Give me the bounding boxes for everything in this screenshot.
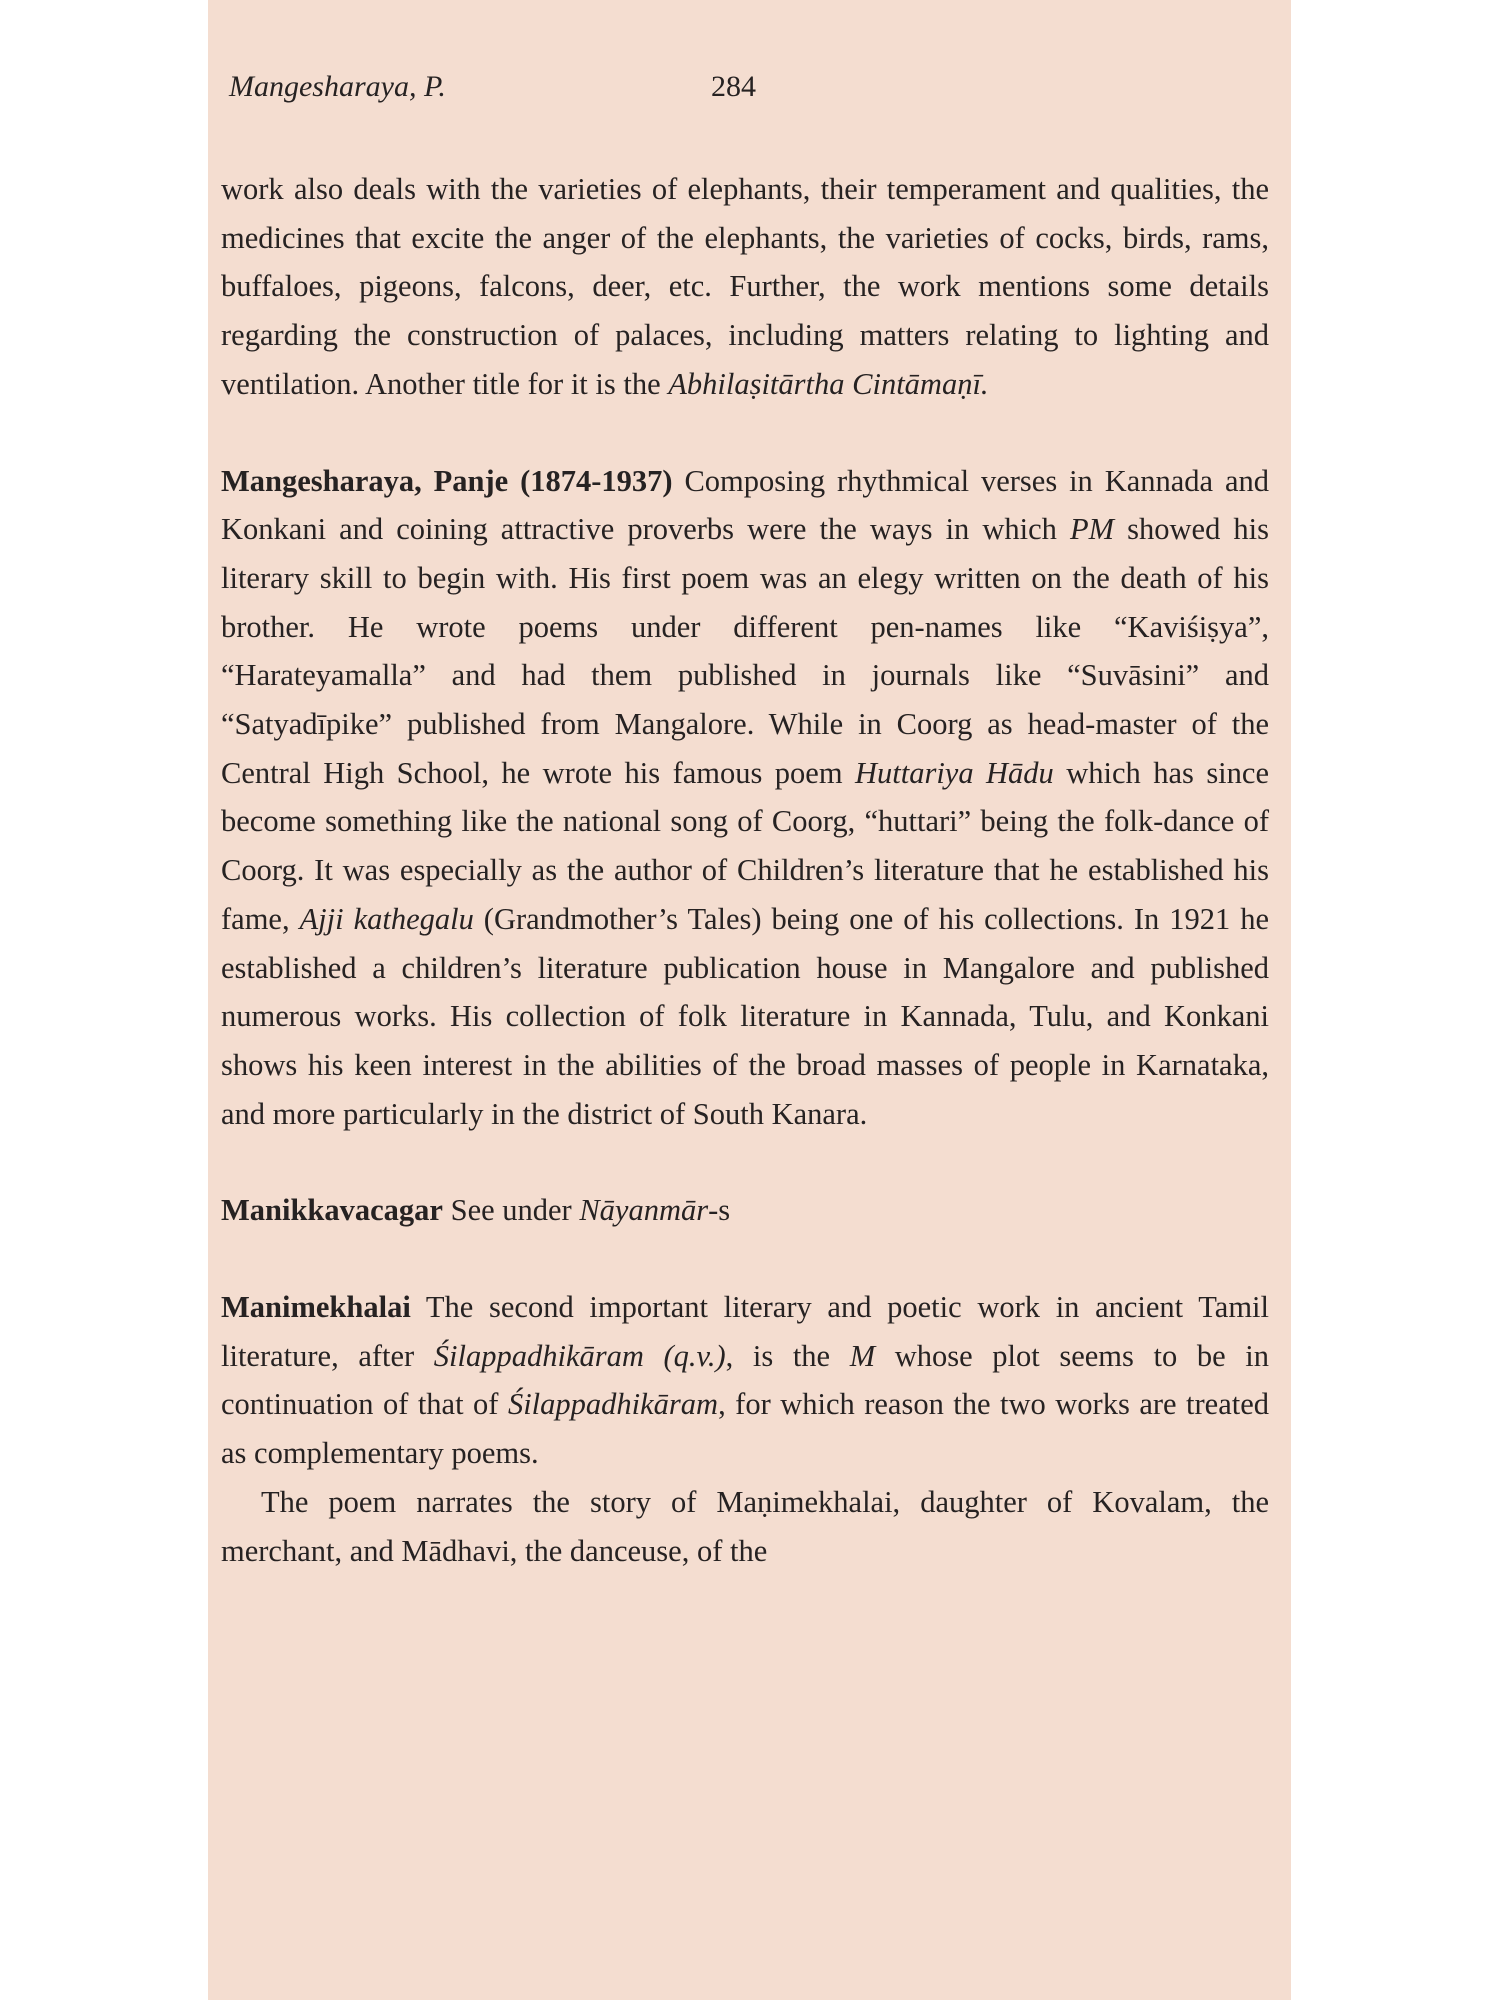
entry-text: showed his literary skill to begin with. His first poem was an elegy written on the death of his brother. He wrote poems under different pen-names like “Kaviśiṣya”, “Harateyamalla” and had them published in journals like “Suvāsini” and “Satyadīpike” published from Mangalore. While in Coorg as head-master of the Central High School, he wrote his famous poem (221, 512, 1270, 790)
page-header (221, 62, 1269, 122)
entry-mangesharaya (221, 457, 1269, 1139)
entry-text: See under (442, 1193, 580, 1228)
entry-text: , is the (725, 1338, 850, 1373)
entry-manikkavacagar (221, 1186, 1269, 1235)
running-head: Mangesharaya, P. (229, 70, 446, 103)
abbreviation: PM (1070, 512, 1115, 547)
poem-title: Huttariya Hādu (854, 755, 1054, 790)
entry-text: which has since become something like the national song of Coorg, “huttari” being the folk-dance of Coorg. It was especially as the author of Children’s literature that he established his fame, (221, 755, 1269, 936)
entry-manimekhalai (221, 1283, 1269, 1478)
entry-text: The second important literary and poetic work in ancient Tamil literature, after (221, 1290, 1269, 1373)
page-number: 284 (711, 70, 756, 103)
entry-text: Composing rhythmical verses in Kannada and Konkani and coining attractive proverbs were the ways in which (221, 463, 1269, 547)
abbreviation: M (849, 1338, 876, 1373)
entry-text: , for which reason the two works are treated as complementary poems. (221, 1387, 1269, 1471)
cross-reference: Nāyanmār (579, 1193, 709, 1228)
headword: Manikkavacagar (221, 1193, 443, 1228)
entry-text: whose plot seems to be in continuation of that of (221, 1338, 1269, 1422)
entry-manimekhalai-paragraph-2 (221, 1478, 1269, 1575)
entry-text: -s (708, 1193, 731, 1228)
alternate-title: Abhilaṣitārtha Cintāmaṇī. (668, 366, 989, 401)
work-title: Śilappadhikāram (q.v.) (433, 1338, 726, 1373)
work-title: Śilappadhikāram (507, 1387, 719, 1422)
entry-text: (Grandmother’s Tales) being one of his collections. In 1921 he established a children’s literature publication house in Mangalore and published numerous works. His collection of folk literature in Kannada, Tulu, and Konkani shows his keen interest in the abilities of the broad masses of people in Karnataka, and more particularly in the district of South Kanara. (221, 901, 1269, 1131)
headword: Mangesharaya, Panje (1874-1937) (221, 463, 673, 498)
book-page (208, 0, 1291, 2000)
continuation-text: work also deals with the varieties of elephants, their temperament and qualities, the medicines that excite the anger of the elephants, the varieties of cocks, birds, rams, buffaloes, pigeons, falcons, deer, etc. Further, the work mentions some details regarding the construction of palaces, including matters relating to lighting and ventilation. Another title for it is the (221, 172, 1269, 401)
collection-title: Ajji kathegalu (299, 901, 474, 936)
headword: Manimekhalai (221, 1290, 411, 1325)
entry-text: The poem narrates the story of Maṇimekhalai, daughter of Kovalam, the merchant, and Mādhavi, the danceuse, of the (221, 1484, 1269, 1568)
continuation-paragraph (221, 165, 1269, 409)
